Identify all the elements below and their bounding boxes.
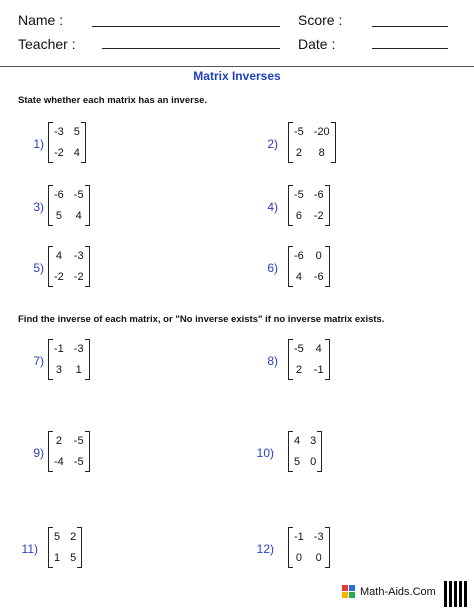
name-line[interactable] [92, 26, 280, 27]
matrix-entry: -1 [313, 364, 324, 376]
date-line[interactable] [372, 48, 448, 49]
matrix-entry: -2 [73, 271, 84, 283]
matrix-entry: -6 [313, 189, 324, 201]
matrix-entry: -3 [73, 343, 84, 355]
matrix [48, 122, 86, 163]
qr-code-icon [444, 581, 468, 607]
matrix-entry: -2 [54, 271, 64, 283]
problem-number: 7) [33, 354, 44, 368]
matrix-entry: 1 [54, 552, 61, 564]
matrix-entry: 5 [55, 210, 62, 222]
matrix-entry: -1 [54, 343, 64, 355]
matrix-entry: -2 [313, 210, 324, 222]
section1-instruction: State whether each matrix has an inverse. [18, 95, 208, 106]
matrix-entry: -5 [294, 126, 304, 138]
matrix-entry: 4 [315, 343, 322, 355]
matrix-entry: 8 [318, 147, 325, 159]
matrix [288, 431, 322, 472]
problem-number: 11) [21, 542, 38, 556]
matrix [48, 431, 90, 472]
problem-number: 1) [33, 137, 44, 151]
problem-number: 3) [33, 200, 44, 214]
problem-number: 8) [267, 354, 278, 368]
site-name: Math-Aids.Com [360, 586, 436, 598]
score-line[interactable] [372, 26, 448, 27]
matrix [48, 339, 90, 380]
matrix-entry: 5 [54, 531, 61, 543]
matrix-entry: 4 [295, 271, 302, 283]
problem-number: 4) [267, 200, 278, 214]
matrix [288, 339, 330, 380]
problem-number: 2) [267, 137, 278, 151]
matrix-entry: -20 [313, 126, 330, 138]
score-label: Score : [298, 12, 343, 28]
matrix-entry: 4 [55, 250, 62, 262]
matrix-entry: -5 [73, 435, 84, 447]
matrix-entry: 1 [75, 364, 82, 376]
matrix-entry: -5 [294, 189, 304, 201]
problem-number: 5) [33, 261, 44, 275]
matrix [48, 185, 90, 226]
matrix [288, 246, 330, 287]
matrix-entry: -5 [294, 343, 304, 355]
matrix-entry: -3 [313, 531, 324, 543]
matrix-entry: -6 [313, 271, 324, 283]
matrix-entry: 2 [70, 531, 77, 543]
matrix-entry: 4 [294, 435, 301, 447]
matrix-entry: 2 [295, 364, 302, 376]
problem-number: 10) [256, 446, 274, 460]
problem-number: 12) [256, 542, 274, 556]
matrix [288, 122, 336, 163]
teacher-label: Teacher : [18, 36, 76, 52]
matrix [48, 246, 90, 287]
header-divider [0, 66, 474, 67]
matrix-entry: -2 [54, 147, 64, 159]
matrix-entry: 4 [73, 147, 80, 159]
footer-brand [342, 585, 436, 599]
matrix-entry: 5 [294, 456, 301, 468]
matrix-entry: 4 [75, 210, 82, 222]
matrix-entry: 6 [295, 210, 302, 222]
matrix-entry: 5 [73, 126, 80, 138]
math-aids-logo-icon [342, 585, 356, 599]
section2-instruction: Find the inverse of each matrix, or "No inverse exists" if no inverse matrix exists. [18, 314, 385, 325]
matrix-entry: -1 [294, 531, 304, 543]
worksheet-title: Matrix Inverses [193, 69, 281, 83]
matrix-entry: 5 [70, 552, 77, 564]
matrix [48, 527, 82, 568]
matrix-entry: -4 [54, 456, 64, 468]
matrix-entry: 3 [55, 364, 62, 376]
matrix-entry: 0 [315, 552, 322, 564]
matrix-entry: 0 [315, 250, 322, 262]
matrix-entry: 3 [310, 435, 317, 447]
problem-number: 6) [267, 261, 278, 275]
name-label: Name : [18, 12, 64, 28]
matrix [288, 185, 330, 226]
matrix-entry: 0 [310, 456, 317, 468]
matrix-entry: -6 [54, 189, 64, 201]
teacher-line[interactable] [102, 48, 280, 49]
matrix-entry: 2 [55, 435, 62, 447]
matrix-entry: -5 [73, 456, 84, 468]
date-label: Date : [298, 36, 336, 52]
matrix-entry: 0 [295, 552, 302, 564]
matrix-entry: -6 [294, 250, 304, 262]
matrix-entry: -3 [73, 250, 84, 262]
matrix-entry: -5 [73, 189, 84, 201]
matrix [288, 527, 330, 568]
matrix-entry: -3 [54, 126, 64, 138]
matrix-entry: 2 [295, 147, 302, 159]
problem-number: 9) [33, 446, 44, 460]
